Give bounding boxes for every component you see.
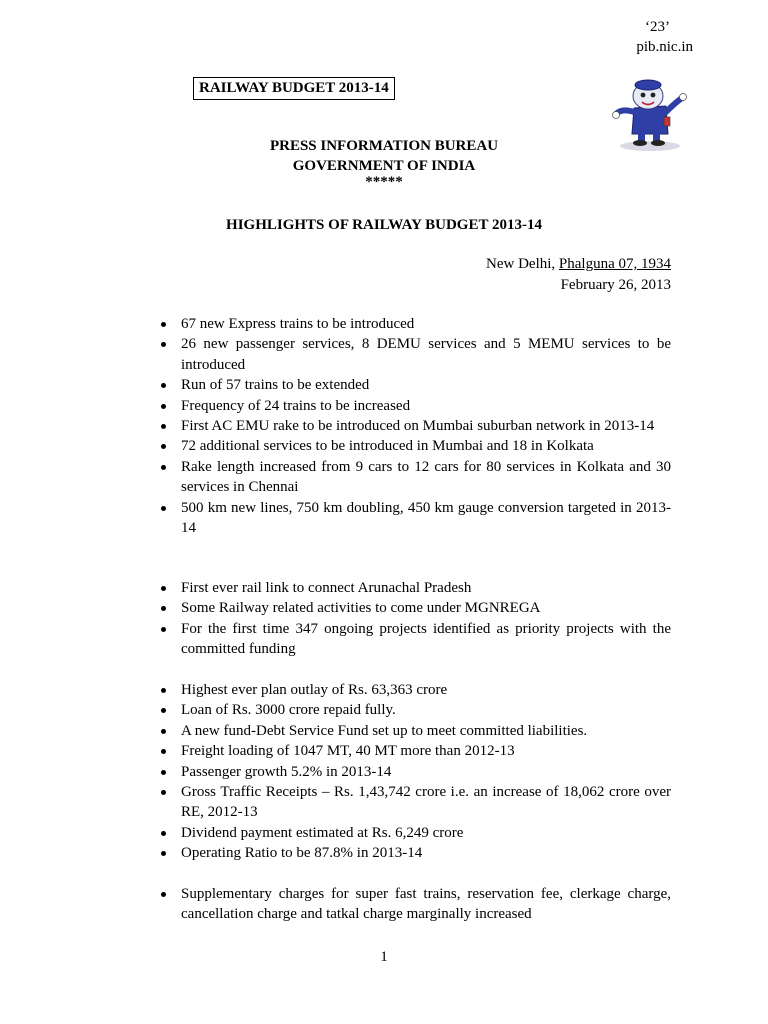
dateline-saka-date: Phalguna 07, 1934 <box>558 256 671 272</box>
government-heading: GOVERNMENT OF INDIA <box>292 158 476 174</box>
list-item: Dividend payment estimated at Rs. 6,249 crore <box>160 823 671 843</box>
highlights-heading: HIGHLIGHTS OF RAILWAY BUDGET 2013-14 <box>226 217 542 233</box>
list-item: Gross Traffic Receipts – Rs. 1,43,742 crore i.e. an increase of 18,062 crore over RE, 2012-13 <box>160 782 671 823</box>
list-item: 72 additional services to be introduced in Mumbai and 18 in Kolkata <box>160 436 671 456</box>
list-item: 26 new passenger services, 8 DEMU services and 5 MEMU services to be introduced <box>160 334 671 375</box>
list-item: Loan of Rs. 3000 crore repaid fully. <box>160 700 671 720</box>
list-item: First ever rail link to connect Arunachal Pradesh <box>160 578 671 598</box>
highlights-list-charges <box>160 884 671 925</box>
budget-title-box: RAILWAY BUDGET 2013-14 <box>193 77 395 100</box>
page-number-label: ‘23’ <box>645 19 670 35</box>
list-item: Operating Ratio to be 87.8% in 2013-14 <box>160 843 671 863</box>
highlights-list-projects <box>160 578 671 660</box>
list-item: A new fund-Debt Service Fund set up to meet committed liabilities. <box>160 721 671 741</box>
list-item: 500 km new lines, 750 km doubling, 450 km gauge conversion targeted in 2013-14 <box>160 498 671 539</box>
list-item: For the first time 347 ongoing projects identified as priority projects with the committed funding <box>160 619 671 660</box>
list-item: Freight loading of 1047 MT, 40 MT more than 2012-13 <box>160 741 671 761</box>
dateline <box>486 254 671 295</box>
list-item: Rake length increased from 9 cars to 12 cars for 80 services in Kolkata and 30 services in Chennai <box>160 457 671 498</box>
stars-separator: ***** <box>365 174 403 190</box>
footer-page-number: 1 <box>380 949 388 965</box>
bureau-heading: PRESS INFORMATION BUREAU <box>269 138 499 154</box>
list-item: Passenger growth 5.2% in 2013-14 <box>160 762 671 782</box>
highlights-list-finance <box>160 680 671 864</box>
list-item: Run of 57 trains to be extended <box>160 375 671 395</box>
list-item: Frequency of 24 trains to be increased <box>160 396 671 416</box>
highlights-list-trains <box>160 314 671 538</box>
list-item: 67 new Express trains to be introduced <box>160 314 671 334</box>
list-item: Supplementary charges for super fast trains, reservation fee, clerkage charge, cancellation charge and tatkal charge marginally increased <box>160 884 671 925</box>
site-label: pib.nic.in <box>636 39 693 55</box>
list-item: Some Railway related activities to come under MGNREGA <box>160 598 671 618</box>
dateline-place: New Delhi, <box>486 256 559 272</box>
dateline-date: February 26, 2013 <box>560 276 671 293</box>
list-item: First AC EMU rake to be introduced on Mumbai suburban network in 2013-14 <box>160 416 671 436</box>
list-item: Highest ever plan outlay of Rs. 63,363 crore <box>160 680 671 700</box>
